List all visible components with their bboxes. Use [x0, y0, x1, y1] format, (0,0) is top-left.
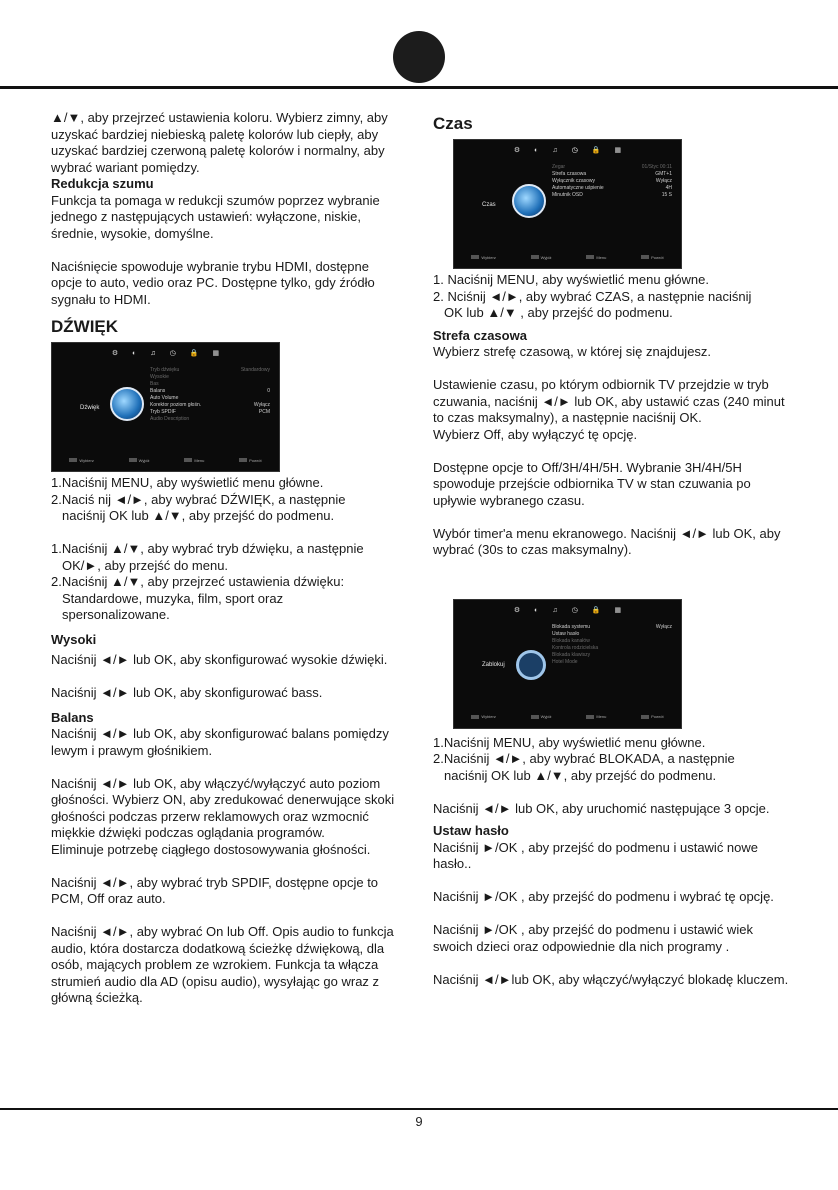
music-tab-icon: ♫	[150, 350, 156, 357]
music-tab-icon: ♫	[552, 147, 558, 154]
noise-text: Funkcja ta pomaga w redukcji szumów poprzez wybranie jednego z następujących ustawień: wyłączone, niskie, średnie, wysokie, domyślne.	[51, 192, 380, 241]
menu-title: Czas	[482, 202, 496, 208]
menu-row: Bas	[150, 381, 159, 387]
menu-footer: Wybierz Wyjdź Menu Powrót	[52, 453, 279, 470]
mode-step-2c: spersonalizowane.	[62, 607, 170, 622]
menu-footer: Wybierz Wyjdź Menu Powrót	[454, 250, 681, 267]
footer-rule	[0, 1108, 838, 1110]
speaker-icon	[110, 387, 144, 421]
time-menu-screenshot	[453, 139, 682, 269]
osd-timer-text: Wybór timer'a menu ekranowego. Naciśnij ◄/► lub OK, aby wybrać (30s to czas maksymalny).	[433, 525, 781, 557]
lock-step-1: 1.Naciśnij MENU, aby wyświetlić menu główne.	[433, 734, 706, 750]
password-heading: Ustaw hasło	[433, 823, 509, 838]
mode-step-1: 1.Naciśnij ▲/▼, aby wybrać tryb dźwięku, a następnie	[51, 541, 364, 556]
clock-tab-icon: ◷	[571, 606, 578, 614]
key-lock-text: Naciśnij ◄/►lub OK, aby włączyć/wyłączyć blokadę kluczem.	[433, 971, 789, 987]
time-heading: Czas	[433, 114, 473, 133]
lock-tab-icon: 🔒	[591, 606, 601, 614]
bass-text: Naciśnij ◄/► lub OK, aby skonfigurować bass.	[51, 685, 323, 700]
menu-row: Strefa czasowa GMT+1	[552, 171, 672, 177]
picture-tab-icon: ⚙	[513, 147, 521, 154]
sleep-text: Ustawienie czasu, po którym odbiornik TV przejdzie w tryb czuwania, naciśnij ◄/► lub OK, aby ustawić czas (240 minut to czas maksymalny), a następnie naciśnij OK.	[433, 377, 785, 425]
padlock-icon	[516, 650, 546, 680]
ad-text: Naciśnij ◄/►, aby wybrać On lub Off. Opis audio to funkcja audio, która dostarcza dodatkową ścieżkę dźwiękową, dla osób, mających problem ze wzrokiem. Funkcja ta włącza strumień audio dla AD (opisu audio), wysyłając go wraz z główną ścieżką.	[51, 924, 394, 1005]
clock-tab-icon: ◷	[571, 147, 578, 154]
hdmi-text: Naciśnięcie spowoduje wybranie trybu HDMI, dostępne opcje to auto, vedio oraz PC. Dostępne tylko, gdy źródło sygnału to HDMI.	[51, 258, 375, 307]
header-rule	[0, 86, 838, 89]
menu-list	[552, 624, 672, 666]
menu-title: Zablokuj	[482, 661, 505, 668]
menu-row: Korektor poziom głośn. Wyłącz	[150, 402, 270, 408]
menu-row: Hotel Mode	[552, 658, 578, 665]
time-step-1: 1. Naciśnij MENU, aby wyświetlić menu główne.	[433, 272, 709, 287]
sound-step-1: 1.Naciśnij MENU, aby wyświetlić menu główne.	[51, 475, 324, 490]
sound-heading: DŹWIĘK	[51, 317, 119, 336]
grid-tab-icon: ▦	[614, 147, 622, 154]
menu-row: Minutnik OSD 15 S	[552, 192, 672, 198]
menu-row: Automatyczne uśpienie 4H	[552, 185, 672, 191]
menu-row: Balans 0	[150, 388, 270, 394]
channel-lock-text: Naciśnij ►/OK , aby przejść do podmenu i wybrać tę opcję.	[433, 889, 774, 904]
password-text: Naciśnij ►/OK , aby przejść do podmenu i ustawić nowe hasło..	[433, 839, 759, 871]
parental-text: Naciśnij ►/OK , aby przejść do podmenu i ustawić wiek swoich dzieci oraz odpowiednie dla nich programy .	[433, 922, 753, 954]
contrast-tab-icon: ◐	[534, 606, 539, 614]
lock-tab-icon: 🔒	[189, 350, 199, 357]
menu-row: Zegar 01/Styc 00:11	[552, 164, 672, 170]
contrast-tab-icon: ◐	[534, 147, 539, 154]
clock-tab-icon: ◷	[169, 350, 176, 357]
picture-tab-icon: ⚙	[513, 606, 521, 614]
spdif-text: Naciśnij ◄/►, aby wybrać tryb SPDIF, dostępne opcje to PCM, Off oraz auto.	[51, 874, 379, 906]
grid-tab-icon: ▦	[614, 606, 622, 614]
clock-icon	[512, 184, 546, 218]
balance-heading: Balans	[51, 709, 94, 725]
menu-row: Blokada kanałów	[552, 637, 590, 644]
menu-list	[150, 367, 270, 423]
timezone-heading: Strefa czasowa	[433, 327, 527, 343]
menu-row: Audio Description	[150, 416, 190, 422]
menu-row: Tryb dźwięku Standardowy	[150, 367, 270, 373]
mode-step-1b: OK/►, aby przejść do menu.	[62, 557, 229, 573]
menu-tabs	[454, 143, 681, 160]
sound-step-2: 2.Naciś nij ◄/►, aby wybrać DŹWIĘK, a następnie	[51, 491, 346, 507]
lock-tab-icon: 🔒	[591, 147, 601, 154]
page-number: 9	[415, 1114, 423, 1129]
menu-tabs	[52, 346, 279, 363]
picture-tab-icon: ⚙	[111, 350, 119, 357]
lock-step-2: 2.Naciśnij ◄/►, aby wybrać BLOKADA, a następnie	[433, 751, 735, 766]
lock-menu-screenshot	[453, 599, 682, 729]
time-step-2b: OK lub ▲/▼ , aby przejść do podmenu.	[444, 305, 673, 320]
menu-footer: Wybierz Wyjdź Menu Powrót	[454, 709, 681, 726]
avl-text-2: Eliminuje potrzebę ciągłego dostosowywania głośności.	[51, 841, 371, 857]
menu-row: Kontrola rodzicielska	[552, 644, 599, 651]
menu-row: Ustaw hasło	[552, 630, 580, 637]
menu-list	[552, 164, 672, 199]
balance-text: Naciśnij ◄/► lub OK, aby skonfigurować balans pomiędzy lewym i prawym głośnikiem.	[51, 726, 389, 758]
right-column	[433, 113, 793, 988]
colour-text: ▲/▼, aby przejrzeć ustawienia koloru. Wybierz zimny, aby uzyskać bardziej niebieską paletę kolorów lub ciepły, aby uzyskać bardziej czerwoną paletę kolorów i normalny, aby wybrać wariant pomiędzy.	[51, 110, 388, 175]
sound-step-2b: naciśnij OK lub ▲/▼, aby przejść do podmenu.	[62, 508, 335, 523]
menu-row: Wyłącznik czasowy Wyłącz	[552, 178, 672, 184]
sound-menu-screenshot	[51, 342, 280, 472]
noise-heading: Redukcja szumu	[51, 176, 154, 191]
auto-standby-text: Dostępne opcje to Off/3H/4H/5H. Wybranie 3H/4H/5H spowoduje przejście odbiornika TV w stan czuwania po upływie wybranego czasu.	[433, 459, 751, 508]
mode-step-2: 2.Naciśnij ▲/▼, aby przejrzeć ustawienia dźwięku:	[51, 574, 345, 589]
header-circle	[393, 31, 445, 83]
contrast-tab-icon: ◐	[132, 350, 137, 357]
lock-options-text: Naciśnij ◄/► lub OK, aby uruchomić następujące 3 opcje.	[433, 800, 770, 816]
menu-row: Wysokie	[150, 374, 169, 380]
menu-row: Blokada systemu Wyłącz	[552, 623, 672, 630]
menu-row: Blokada klawiszy	[552, 651, 591, 658]
treble-text: Naciśnij ◄/► lub OK, aby skonfigurować wysokie dźwięki.	[51, 652, 388, 667]
avl-text: Naciśnij ◄/► lub OK, aby włączyć/wyłączyć auto poziom głośności. Wybierz ON, aby zredukować denerwujące skoki głośności podczas przerw reklamowych oraz wzmocnić miękkie dźwięki podczas oglądania programów.	[51, 775, 395, 840]
menu-title: Dźwięk	[80, 405, 100, 411]
sleep-text-2: Wybierz Off, aby wyłączyć tę opcję.	[433, 426, 638, 442]
treble-heading: Wysoki	[51, 631, 97, 647]
left-column	[51, 110, 403, 1007]
music-tab-icon: ♫	[552, 606, 558, 614]
time-step-2: 2. Nciśnij ◄/►, aby wybrać CZAS, a następnie naciśnij	[433, 288, 752, 304]
menu-tabs	[454, 603, 681, 620]
grid-tab-icon: ▦	[212, 350, 220, 357]
mode-step-2b: Standardowe, muzyka, film, sport oraz	[62, 590, 284, 606]
menu-row: Tryb SPDIF PCM	[150, 409, 270, 415]
lock-step-2b: naciśnij OK lub ▲/▼, aby przejść do podmenu.	[444, 767, 717, 783]
menu-row: Auto Volume	[150, 395, 179, 401]
timezone-text: Wybierz strefę czasową, w której się znajdujesz.	[433, 344, 712, 359]
